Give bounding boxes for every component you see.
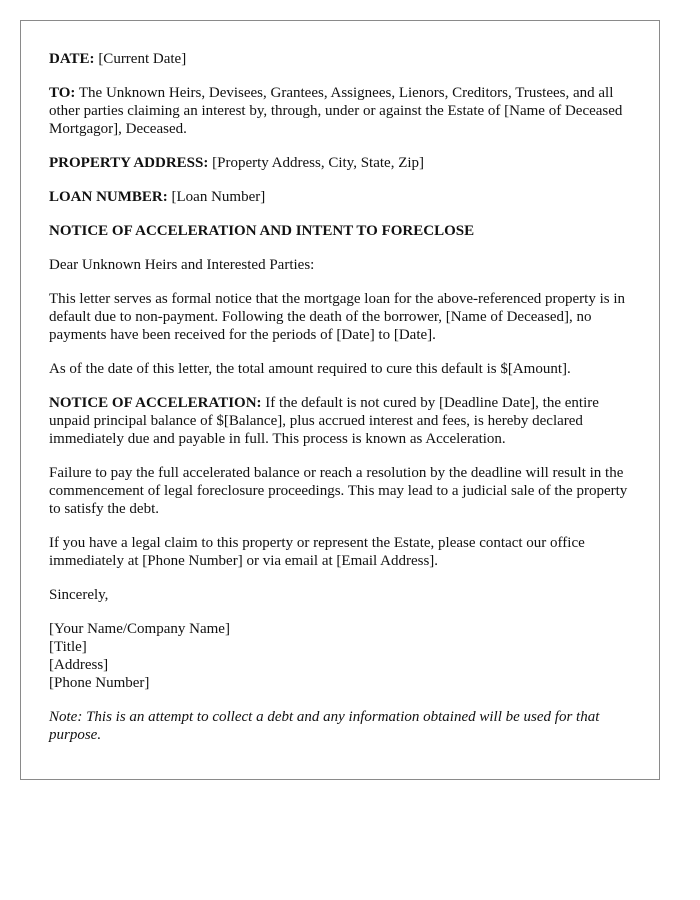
loan-label: LOAN NUMBER: — [49, 189, 168, 205]
paragraph-contact: If you have a legal claim to this property or represent the Estate, please contact our office immediately at [Phone Number] or via email at [Email Address]. — [49, 535, 585, 569]
signature-name: [Your Name/Company Name] — [49, 621, 230, 637]
property-value: [Property Address, City, State, Zip] — [212, 155, 425, 171]
acceleration-value: If the default is not cured by [Deadline Date], the entire unpaid principal balance of $[Balance], plus accrued interest and fees, is hereby declared immediately due and payable in full. This process is known as Acceleration. — [49, 395, 599, 447]
date-value: [Current Date] — [98, 51, 187, 67]
loan-value: [Loan Number] — [171, 189, 266, 205]
paragraph-cure-amount: As of the date of this letter, the total amount required to cure this default is $[Amount]. — [49, 361, 571, 377]
debt-collection-note: Note: This is an attempt to collect a debt and any information obtained will be used for that purpose. — [49, 709, 600, 743]
property-label: PROPERTY ADDRESS: — [49, 155, 209, 171]
signature-phone: [Phone Number] — [49, 675, 150, 691]
signature-block — [49, 620, 631, 692]
to-value: The Unknown Heirs, Devisees, Grantees, Assignees, Lienors, Creditors, Trustees, and all other parties claiming an interest by, through, under or against the Estate of [Name of Deceased Mortgagor], Deceased. — [49, 85, 623, 137]
date-line — [49, 50, 631, 68]
to-line — [49, 84, 631, 138]
date-label: DATE: — [49, 51, 95, 67]
letter — [20, 20, 660, 780]
loan-line — [49, 188, 631, 206]
paragraph-default: This letter serves as formal notice that the mortgage loan for the above-referenced property is in default due to non-payment. Following the death of the borrower, [Name of Deceased], no payments have been received for the periods of [Date] to [Date]. — [49, 291, 626, 343]
paragraph-acceleration — [49, 394, 631, 448]
salutation: Dear Unknown Heirs and Interested Parties: — [49, 257, 315, 273]
property-line — [49, 154, 631, 172]
paragraph-foreclosure: Failure to pay the full accelerated balance or reach a resolution by the deadline will result in the commencement of legal foreclosure proceedings. This may lead to a judicial sale of the property to satisfy the debt. — [49, 465, 628, 517]
signature-address: [Address] — [49, 657, 109, 673]
notice-title: NOTICE OF ACCELERATION AND INTENT TO FORECLOSE — [49, 223, 475, 239]
closing: Sincerely, — [49, 587, 109, 603]
to-label: TO: — [49, 85, 76, 101]
acceleration-label: NOTICE OF ACCELERATION: — [49, 395, 262, 411]
signature-title: [Title] — [49, 639, 87, 655]
